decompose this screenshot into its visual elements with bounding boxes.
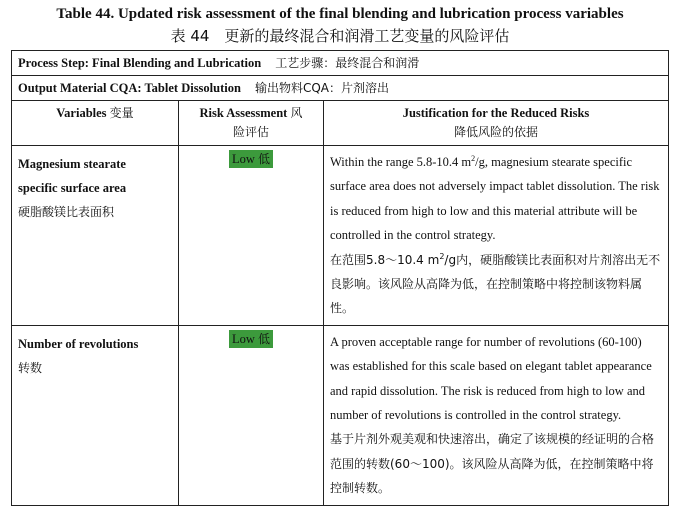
risk-cell [179, 146, 324, 326]
justification-cn-post: /g内，硬脂酸镁比表面积对片剂溶出无不良影响。该风险从高降为低，在控制策略中将控制该物料属性。 [330, 252, 661, 316]
justification-cn-pre: 在范围5.8～10.4 m [330, 252, 440, 267]
output-material-en: Output Material CQA: Tablet Dissolution [18, 81, 241, 95]
risk-cn: 低 [258, 331, 271, 346]
header-risk [179, 101, 324, 146]
variable-en-line2: specific surface area [18, 181, 127, 195]
table-row [12, 146, 669, 326]
variable-en-line1: Magnesium stearate [18, 157, 126, 171]
variable-cell [12, 325, 179, 505]
header-variables-cn: 变量 [109, 106, 134, 120]
output-material-row [12, 76, 669, 101]
output-material-cell [12, 76, 669, 101]
output-material-cn: 输出物料CQA：片剂溶出 [254, 81, 389, 95]
justification-en-pre: Within the range 5.8-10.4 m [330, 155, 472, 169]
justification-cell [324, 146, 669, 326]
risk-cell [179, 325, 324, 505]
table-title-cn: 表 44 更新的最终混合和润滑工艺变量的风险评估 [170, 27, 510, 45]
risk-en: Low [231, 331, 255, 346]
process-step-cn: 工艺步骤：最终混合和润滑 [275, 56, 420, 70]
process-step-row [12, 51, 669, 76]
risk-level-badge [229, 330, 273, 348]
justification-en [330, 150, 662, 248]
risk-en: Low [231, 152, 255, 166]
process-step-cell [12, 51, 669, 76]
table-row [12, 325, 669, 505]
risk-cn: 低 [258, 152, 271, 166]
justification-en: A proven acceptable range for number of revolutions (60-100) was established for this scale based on elegant tablet appearance and rapid dissolution. The risk is reduced from high to low and number of revolutions is controlled in the control strategy. [330, 334, 652, 423]
header-row [12, 101, 669, 146]
justification-cn [330, 248, 662, 321]
justification-en-post: /g, magnesium stearate specific surface area does not adversely impact tablet dissolution. The risk is reduced from high to low and this material attribute will be controlled in the control strategy. [330, 155, 660, 243]
process-step-en: Process Step: Final Blending and Lubrication [18, 56, 262, 70]
variable-cell [12, 146, 179, 326]
justification-cn-sup: 2 [439, 251, 445, 261]
justification-en-sup: 2 [471, 153, 476, 163]
header-variables [12, 101, 179, 146]
table-title-en: Table 44. Updated risk assessment of the final blending and lubrication process variables [56, 6, 624, 22]
header-variables-en: Variables [56, 106, 107, 120]
variable-cn: 转数 [18, 360, 43, 375]
header-just-cn: 降低风险的依据 [453, 125, 538, 139]
variable-cn: 硬脂酸镁比表面积 [18, 205, 115, 219]
header-risk-cn1: 风 [290, 106, 303, 120]
header-just-en: Justification for the Reduced Risks [402, 106, 590, 120]
risk-level-badge [229, 150, 273, 168]
justification-cn: 基于片剂外观美观和快速溶出，确定了该规模的经证明的合格范围的转数(60～100)。该风险从高降为低，在控制策略中将控制转数。 [330, 432, 655, 496]
variable-en-line1: Number of revolutions [18, 336, 139, 351]
risk-assessment-table [11, 50, 669, 506]
justification-cell [324, 325, 669, 505]
header-risk-cn2: 险评估 [232, 125, 269, 139]
header-risk-en: Risk Assessment [199, 106, 288, 120]
header-justification [324, 101, 669, 146]
